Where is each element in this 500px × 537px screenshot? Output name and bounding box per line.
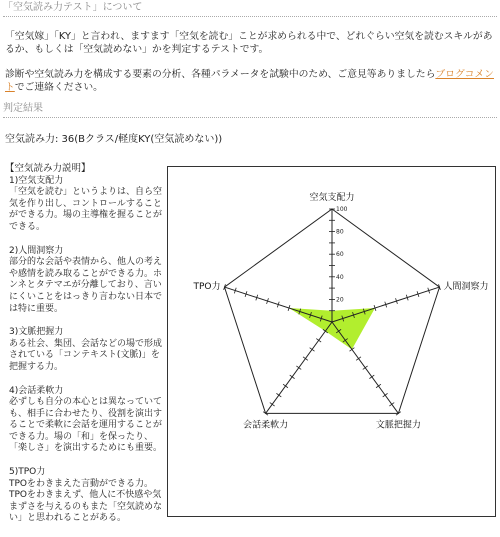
explanation-item-title: 4)会話柔軟力 xyxy=(9,385,64,396)
axis-tick xyxy=(276,393,281,397)
about-section-heading: 「空気読み力テスト」について xyxy=(3,2,497,17)
explanation-item-body: 必ずしも自分の本心とは異なっていても、相手に合わせたり、役割を演出することで柔軟に会話を運用することができる力。場の「和」を保ったり、「楽しさ」を演出するためにも重要。 xyxy=(9,397,163,454)
feedback-notice-text: 診断や空気読み力を構成する要素の分析、各種パラメータを試験中のため、ご意見等ありましたら xyxy=(5,69,436,80)
axis-tick xyxy=(356,357,361,361)
explanation-item-body: TPOをわきまえた言動ができる力。TPOをわきまえず、他人に不快感や気まずさを与えるのもまた「空気読めない」と思われることがある。 xyxy=(9,478,163,524)
blog-comment-link[interactable]: ブログコメント xyxy=(5,69,494,93)
axis-tick xyxy=(303,357,308,361)
axis-tick xyxy=(283,384,288,388)
axis-tick xyxy=(363,366,368,370)
tick-label: 40 xyxy=(336,273,344,281)
radar-chart-svg xyxy=(168,167,495,516)
axis-label: 人間洞察力 xyxy=(443,282,489,293)
tick-label: 60 xyxy=(336,251,344,259)
feedback-notice-suffix: でご連絡ください。 xyxy=(14,82,103,93)
explanation-item-body: 「空気を読む」というよりは、自ら空気を作り出し、コントロールすることができる力。場の主導権を握ることができる。 xyxy=(9,187,163,232)
intro-paragraph: 「空気嫁」「KY」と言われ、ますます「空気を読む」ことが求められる中で、どれぐらい空気を読むスキルがあるか、もしくは「空気読めない」かを判定するテストです。 xyxy=(5,31,493,55)
explanation-panel xyxy=(5,163,165,537)
result-section-heading: 判定結果 xyxy=(3,103,497,118)
score-text: 空気読み力: 36(Bクラス/軽度KY(空気読めない)) xyxy=(5,134,223,145)
feedback-notice xyxy=(5,68,495,94)
axis-tick xyxy=(316,339,321,343)
axis-tick xyxy=(383,393,388,397)
axis-tick xyxy=(369,375,374,379)
axis-tick xyxy=(389,403,394,407)
tick-label: 80 xyxy=(336,228,344,236)
explanation-item-title: 1)空気支配力 xyxy=(9,175,64,186)
explanation-item-title: 5)TPO力 xyxy=(9,467,46,478)
explanation-item-body: ある社会、集団、会話などの場で形成されている「コンテキスト(文脈)」を把握する力。 xyxy=(9,338,163,372)
explanation-item-title: 3)文脈把握力 xyxy=(9,327,64,338)
axis-tick xyxy=(270,403,275,407)
tick-label: 100 xyxy=(336,206,348,213)
explanation-item-title: 2)人間洞察力 xyxy=(9,245,64,256)
axis-label: 空気支配力 xyxy=(309,193,355,203)
axis-label: 文脈把握力 xyxy=(375,420,421,431)
axis-label: 会話柔軟力 xyxy=(243,420,289,431)
axis-label: TPO力 xyxy=(193,282,221,293)
axis-tick xyxy=(310,348,315,352)
radar-chart xyxy=(167,166,496,517)
axis-tick xyxy=(376,384,381,388)
axis-tick xyxy=(290,375,295,379)
axis-tick xyxy=(296,366,301,370)
explanation-item-body: 部分的な会話や表情から、他人の考えや感情を読み取ることができる力。ホンネとタテマエが分離しており、言いにくいことをはっきり言わない日本では特に重要。 xyxy=(9,257,163,314)
tick-label: 20 xyxy=(336,296,344,304)
explanation-title: 【空気読み力説明】 xyxy=(5,163,91,174)
